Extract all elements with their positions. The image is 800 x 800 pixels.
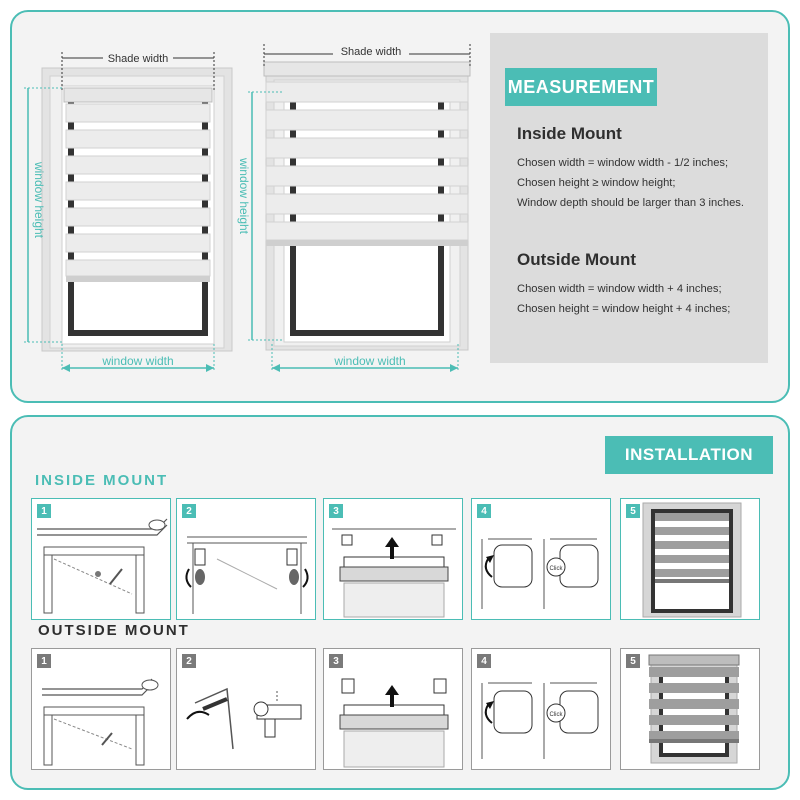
installation-tab: INSTALLATION [605, 436, 773, 474]
step-number: 4 [477, 654, 491, 668]
clip-lock-illustration [472, 649, 612, 771]
step-number: 5 [626, 654, 640, 668]
outside-rule-height: Chosen height = window height + 4 inches; [517, 303, 731, 315]
left-window-height-label: window height [32, 161, 46, 239]
inside-rule-width: Chosen width = window width - 1/2 inches; [517, 157, 729, 169]
step-number: 2 [182, 654, 196, 668]
outside-step-4 [471, 648, 611, 770]
step-number: 3 [329, 504, 343, 518]
outside-step-2 [176, 648, 316, 770]
outside-mount-diagram [0, 0, 480, 400]
step-number: 2 [182, 504, 196, 518]
outside-step-5 [620, 648, 760, 770]
right-window-height-label: window height [237, 157, 251, 235]
inside-step-2 [176, 498, 316, 620]
inside-step-5 [620, 498, 760, 620]
inside-mount-label: INSIDE MOUNT [35, 472, 169, 489]
inside-step-3 [323, 498, 463, 620]
click-label: Click [549, 712, 563, 718]
outside-mount-label: OUTSIDE MOUNT [38, 622, 190, 639]
right-window-width-label: window width [334, 354, 406, 368]
step-number: 3 [329, 654, 343, 668]
drill-bracket-illustration [32, 649, 172, 771]
step-number: 4 [477, 504, 491, 518]
drill-bracket-illustration [32, 499, 172, 621]
step-number: 1 [37, 654, 51, 668]
inside-step-4 [471, 498, 611, 620]
inside-rule-height: Chosen height ≥ window height; [517, 177, 676, 189]
outside-step-1 [31, 648, 171, 770]
attach-headrail-illustration [324, 649, 464, 771]
outside-step-3 [323, 648, 463, 770]
left-shade-width-label: Shade width [107, 53, 169, 65]
inside-rule-depth: Window depth should be larger than 3 inches. [517, 197, 745, 209]
installed-blind-illustration [621, 649, 761, 771]
right-shade-width-label: Shade width [340, 46, 402, 58]
click-label: Click [549, 566, 563, 572]
clip-lock-illustration [472, 499, 612, 621]
step-number: 5 [626, 504, 640, 518]
step-number: 1 [37, 504, 51, 518]
installed-blind-illustration [621, 499, 761, 621]
bracket-mount-illustration [177, 499, 317, 621]
outside-rule-width: Chosen width = window width + 4 inches; [517, 283, 722, 295]
attach-headrail-illustration [324, 499, 464, 621]
inside-step-1 [31, 498, 171, 620]
measurement-tab: MEASUREMENT [505, 68, 657, 106]
outside-mount-title: Outside Mount [517, 250, 636, 269]
bracket-mount-illustration [177, 649, 317, 771]
inside-mount-title: Inside Mount [517, 124, 622, 143]
left-window-width-label: window width [102, 354, 174, 368]
